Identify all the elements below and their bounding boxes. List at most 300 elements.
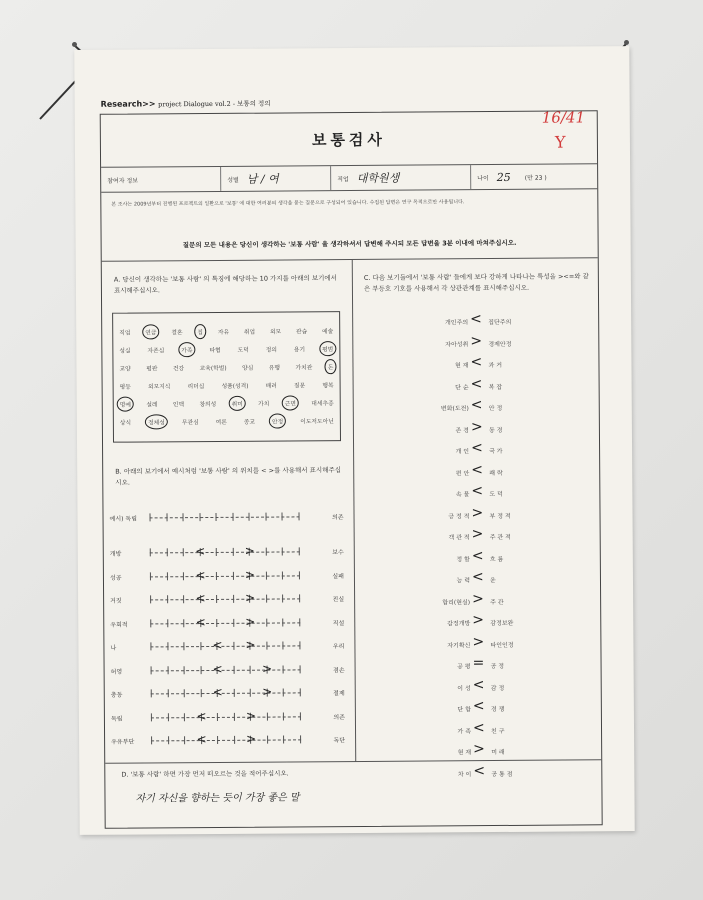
comparison-right: 친 구	[491, 727, 505, 735]
word-option: 리더십	[187, 383, 205, 390]
comparison-row	[402, 312, 562, 333]
scale-line	[150, 551, 300, 553]
scale-tick	[298, 547, 299, 555]
comparison-row	[403, 505, 563, 526]
scale-tick	[298, 512, 299, 520]
comparison-row	[402, 355, 562, 376]
scale-line	[150, 598, 300, 600]
scale-tick	[299, 665, 300, 673]
scale-tick	[184, 713, 185, 721]
scale-tick	[150, 642, 151, 650]
comparison-sign: <	[471, 440, 483, 457]
comparison-left: 정 할	[456, 555, 470, 563]
comparison-sign: <	[470, 397, 483, 414]
scale-left-label: 허영	[110, 668, 123, 676]
scale-right-marker: >	[245, 637, 256, 652]
age-value: 25	[496, 170, 511, 184]
scale-tick	[151, 666, 152, 674]
comparison-left: 단 합	[457, 706, 471, 714]
comparison-right: 복 잡	[488, 383, 503, 391]
rating-scale	[110, 637, 350, 659]
word-option: 근면	[285, 398, 296, 407]
scale-left-label: 독립	[110, 715, 123, 723]
brand-label: Research>>	[100, 99, 156, 109]
scale-tick	[267, 736, 268, 744]
scale-left-label: 나	[110, 644, 117, 652]
scale-left-label: 우회적	[110, 621, 128, 629]
scale-tick	[166, 572, 167, 580]
word-option: 집	[197, 327, 203, 336]
scale-tick	[183, 595, 184, 603]
header-line	[101, 99, 271, 109]
score-letter: Y	[554, 132, 566, 152]
word-row	[120, 393, 334, 412]
comparison-sign: <	[471, 483, 484, 500]
scale-tick	[183, 642, 184, 650]
word-option: 평등	[119, 384, 131, 391]
scale-tick	[151, 689, 152, 697]
comparison-left: 감정개방	[447, 620, 471, 628]
scale-left-marker: <	[195, 614, 206, 629]
comparison-right: 타인인정	[490, 641, 514, 649]
comparison-row	[405, 677, 565, 698]
word-option: 상식	[119, 420, 132, 427]
section-d-question: D. '보통 사람' 하면 가장 먼저 떠오르는 것을 적어주십시오.	[121, 769, 289, 779]
comparison-row	[403, 484, 563, 505]
comparison-sign: <	[470, 354, 483, 371]
rating-scale	[110, 567, 350, 589]
scale-right-marker: >	[245, 614, 256, 629]
comparison-left: 현 재	[454, 362, 469, 370]
scale-tick	[200, 642, 201, 650]
divider-top	[102, 257, 598, 261]
word-row	[119, 339, 333, 358]
scale-right-label: 의존	[333, 713, 345, 721]
comparison-left: 객 관 적	[448, 534, 470, 542]
example-left-label: 예시) 독립	[109, 515, 138, 523]
scale-tick	[167, 713, 168, 721]
comparison-sign: >	[472, 633, 485, 650]
comparison-sign: >	[470, 332, 483, 349]
rating-scale	[110, 590, 350, 612]
word-option: 가치	[258, 401, 270, 408]
scale-left-marker: <	[212, 684, 223, 699]
scale-tick	[200, 689, 201, 697]
scale-tick	[283, 735, 284, 743]
word-option: 직업	[119, 330, 131, 337]
scale-left-label: 우유부단	[111, 738, 135, 746]
scale-right-marker: >	[246, 731, 257, 746]
word-option: 용기	[293, 346, 306, 353]
word-option: 명예	[120, 399, 131, 408]
scale-tick	[282, 513, 283, 521]
word-option: 설레	[146, 401, 158, 408]
comparison-row	[404, 570, 564, 591]
comparison-sign: <	[472, 698, 485, 715]
scale-right-label: 진실	[332, 596, 345, 604]
scale-tick	[217, 712, 218, 720]
scale-tick	[283, 689, 284, 697]
scale-left-label: 성공	[109, 574, 122, 582]
comparison-left: 개인주의	[444, 319, 469, 327]
word-option: 외모지식	[147, 383, 171, 390]
scale-line	[151, 716, 301, 718]
scale-tick	[183, 619, 184, 627]
comparison-right: 경 쟁	[490, 705, 505, 714]
scale-tick	[265, 548, 266, 556]
comparison-row	[402, 333, 562, 354]
scale-left-marker: <	[195, 591, 206, 606]
comparison-row	[405, 763, 565, 784]
word-option: 행복	[322, 382, 334, 389]
comparison-row	[405, 699, 565, 720]
word-option: 여론	[215, 419, 227, 426]
word-option: 정체성	[148, 417, 165, 426]
scale-left-marker: <	[196, 708, 207, 723]
scale-right-marker: >	[262, 661, 273, 676]
scale-tick	[166, 548, 167, 556]
word-option: 건강	[172, 365, 185, 372]
scale-right-label: 실패	[332, 572, 344, 580]
scale-left-label: 거짓	[110, 597, 122, 605]
info-label: 참여자 정보	[101, 167, 221, 192]
scale-tick	[150, 619, 151, 627]
word-option: 자유	[217, 329, 230, 336]
comparison-sign: >	[473, 741, 485, 758]
comparison-row	[404, 634, 564, 655]
comparison-right: 집단주의	[488, 318, 512, 327]
comparison-right: 운	[489, 577, 496, 585]
scale-tick	[233, 665, 234, 673]
comparison-row	[404, 548, 564, 569]
scale-tick	[299, 594, 300, 602]
scale-tick	[183, 548, 184, 556]
comparison-left: 긍 정 적	[448, 512, 470, 520]
word-option: 예술	[322, 328, 334, 335]
word-option: 인맥	[172, 401, 185, 408]
word-option: 결혼	[171, 329, 183, 336]
scale-right-marker: >	[244, 567, 256, 582]
comparison-right: 국 가	[489, 447, 503, 456]
scale-tick	[266, 618, 267, 626]
scale-tick	[167, 666, 168, 674]
scale-tick	[151, 713, 152, 721]
comparison-sign: >	[470, 418, 483, 435]
comparison-sign: =	[472, 655, 485, 672]
word-option: 유행	[268, 365, 281, 372]
scale-right-label: 우리	[332, 643, 345, 651]
scale-tick	[184, 666, 185, 674]
word-option: 배려	[265, 383, 277, 390]
comparison-row	[403, 398, 563, 419]
rating-scale	[110, 614, 350, 636]
comparison-right: 안 정	[488, 404, 503, 413]
scale-tick	[282, 618, 283, 626]
scale-right-marker: >	[262, 684, 273, 699]
scale-tick	[299, 618, 300, 626]
comparison-left: 합리(현실)	[442, 598, 471, 606]
comparison-right: 과 거	[488, 361, 503, 370]
comparison-right: 감정보완	[490, 619, 514, 628]
comparison-sign: >	[472, 590, 484, 607]
scale-right-label: 보수	[332, 549, 344, 557]
word-row	[119, 321, 333, 340]
pin-right	[624, 40, 629, 45]
word-row	[120, 375, 334, 394]
comparison-sign: <	[470, 311, 482, 328]
scale-tick	[299, 712, 300, 720]
scale-tick	[216, 595, 217, 603]
comparison-left: 속 물	[455, 491, 470, 499]
comparison-left: 가 족	[457, 727, 472, 735]
scale-left-marker: <	[196, 732, 207, 747]
comparison-left: 능 력	[456, 577, 471, 585]
comparison-sign: <	[471, 461, 483, 478]
score-mark: 16/41	[541, 108, 586, 127]
comparison-right: 공 통 점	[491, 770, 513, 778]
word-row	[120, 411, 334, 430]
word-option: 성실	[119, 348, 131, 355]
intro-text: 본 조사는 2009년부터 진행된 프로젝트의 일환으로 '보통' 에 대한 여러분의 생각을 묻는 질문으로 구성되어 있습니다. 수집된 답변은 연구 목적으로만 사용됩니다.	[111, 199, 465, 208]
scale-tick	[233, 642, 234, 650]
job-value: 대학원생	[356, 171, 400, 185]
scale-tick	[183, 513, 184, 521]
comparison-sign: <	[473, 762, 486, 779]
page-title: 보통검사	[101, 111, 597, 167]
word-option: 종교	[243, 419, 256, 426]
scale-tick	[250, 689, 251, 697]
word-option: 무관심	[181, 419, 199, 426]
comparison-row	[403, 419, 563, 440]
scale-tick	[266, 642, 267, 650]
word-option: 도덕	[237, 347, 249, 354]
comparison-row	[403, 462, 563, 483]
scale-tick	[150, 513, 151, 521]
scale-tick	[266, 595, 267, 603]
age-cell	[471, 164, 597, 189]
comparison-right: 흐 름	[489, 555, 504, 563]
scale-tick	[216, 618, 217, 626]
comparison-right: 미 래	[491, 748, 505, 757]
comparison-left: 개 인	[455, 448, 470, 456]
comparison-left: 편 안	[455, 469, 470, 477]
survey-sheet	[74, 46, 634, 835]
rating-scale	[111, 708, 351, 730]
scale-left-marker: <	[195, 567, 206, 582]
scale-line	[151, 692, 301, 694]
comparison-left: 변화(도전)	[440, 405, 469, 413]
comparison-row	[405, 742, 565, 763]
comparison-row	[403, 376, 563, 397]
scale-tick	[283, 665, 284, 673]
word-option: 가족	[181, 345, 192, 354]
scale-right-label: 겸손	[332, 666, 345, 674]
word-option: 대세추종	[311, 400, 334, 407]
divider-column	[352, 260, 357, 762]
scale-right-label: 절제	[333, 690, 345, 698]
scale-tick	[282, 595, 283, 603]
scale-line	[150, 622, 300, 624]
scale-tick	[250, 665, 251, 673]
participant-info	[101, 164, 597, 192]
comparison-sign: <	[472, 676, 485, 693]
word-option: 평판	[146, 365, 158, 372]
scale-tick	[265, 513, 266, 521]
scale-tick	[216, 548, 217, 556]
scale-tick	[265, 571, 266, 579]
project-label: project Dialogue vol.2 - 보통의 정의	[158, 99, 271, 109]
comparison-right: 쾌 락	[489, 469, 503, 477]
scale-tick	[283, 712, 284, 720]
comparison-sign: >	[471, 526, 484, 543]
scale-tick	[299, 688, 300, 696]
comparison-row	[403, 441, 563, 462]
section-a-word-grid	[112, 311, 341, 443]
comparison-right: 주 관	[490, 598, 504, 606]
comparison-row	[404, 591, 564, 612]
intro-instruction: 질문의 모든 내용은 당신이 생각하는 '보통 사람' 을 생각하셔서 답변해 주시되 모든 답변을 3분 이내에 마쳐주십시오.	[182, 238, 517, 250]
comparison-right: 감 정	[490, 684, 505, 692]
word-option: 외모	[269, 329, 282, 336]
scale-tick	[266, 712, 267, 720]
comparison-left: 현 재	[457, 749, 472, 757]
rating-scale	[111, 731, 351, 753]
scale-tick	[232, 548, 233, 556]
section-c-question: C. 다음 보기들에서 '보통 사람' 들에게 보다 강하게 나타나는 특성을 ><=와 같은 부등호 기호를 사용해서 각 상관관계를 표시해주십시오.	[363, 272, 589, 293]
comparison-left: 단 순	[455, 383, 469, 391]
rating-scale	[110, 543, 350, 565]
rating-scale	[111, 661, 351, 683]
age-label: 나이	[477, 174, 489, 182]
word-option: 평범	[322, 344, 333, 353]
scale-tick	[282, 548, 283, 556]
comparison-left: 공 평	[457, 663, 471, 671]
scale-tick	[168, 736, 169, 744]
comparison-right: 공 정	[490, 662, 505, 671]
scale-tick	[183, 572, 184, 580]
scale-tick	[150, 548, 151, 556]
section-a-question: A. 당신이 생각하는 '보통 사람' 의 특징에 해당하는 10 가지를 아래의 보기에서 표시해주십시오.	[113, 274, 337, 295]
word-option: 취업	[243, 329, 256, 336]
scale-right-label: 독단	[333, 737, 346, 745]
word-option: 관습	[295, 328, 308, 335]
comparison-right: 동 경	[488, 426, 503, 434]
comparison-sign: <	[470, 375, 483, 392]
scale-tick	[300, 735, 301, 743]
scale-line	[151, 739, 301, 741]
scale-line	[150, 575, 300, 577]
scale-tick	[216, 571, 217, 579]
word-option: 자존심	[147, 347, 165, 354]
word-row	[119, 357, 333, 376]
word-option: 돈	[328, 362, 334, 371]
scale-tick	[233, 712, 234, 720]
scale-tick	[217, 736, 218, 744]
scale-tick	[233, 618, 234, 626]
comparison-left: 자기확신	[447, 641, 471, 649]
scale-tick	[199, 513, 200, 521]
scale-tick	[232, 571, 233, 579]
word-option: 창의성	[199, 401, 217, 408]
scale-tick	[151, 736, 152, 744]
comparison-sign: <	[471, 569, 484, 586]
comparison-left: 이 성	[457, 684, 471, 692]
comparison-left: 존 경	[455, 426, 469, 434]
pin-left	[72, 42, 77, 47]
scale-line	[150, 516, 300, 518]
example-right-label: 의존	[331, 514, 344, 522]
gender-cell	[221, 166, 331, 191]
scale-right-marker: >	[245, 590, 256, 605]
scale-tick	[166, 513, 167, 521]
scale-right-marker: >	[244, 543, 255, 558]
word-option: 양심	[242, 365, 254, 372]
scale-left-label: 충동	[110, 691, 123, 699]
scale-left-marker: <	[212, 637, 223, 652]
scale-tick	[298, 571, 299, 579]
scale-tick	[167, 689, 168, 697]
word-option: 연금	[145, 327, 156, 336]
word-option: 정의	[265, 347, 277, 354]
example-scale	[109, 508, 349, 530]
scale-tick	[234, 736, 235, 744]
comparison-row	[404, 613, 564, 634]
scale-tick	[299, 641, 300, 649]
comparison-row	[404, 527, 564, 548]
scale-tick	[167, 595, 168, 603]
scale-left-marker: <	[212, 661, 223, 676]
section-d-answer: 자기 자신을 향하는 듯이 가장 좋은 말	[135, 792, 300, 805]
comparison-sign: <	[472, 719, 485, 736]
word-option: 성품(성격)	[221, 383, 249, 390]
comparison-right: 부 정 적	[489, 512, 511, 520]
scale-tick	[167, 619, 168, 627]
scale-tick	[282, 571, 283, 579]
age-extra: (만 23 )	[524, 174, 547, 182]
scale-tick	[232, 513, 233, 521]
scale-left-marker: <	[195, 544, 206, 559]
rating-scale	[111, 684, 351, 706]
scale-tick	[249, 513, 250, 521]
scale-line	[151, 669, 301, 671]
word-option: 취미	[232, 398, 243, 407]
scale-left-label: 개방	[109, 550, 122, 558]
word-option: 교양	[119, 366, 131, 373]
word-option: 질문	[294, 382, 306, 389]
scale-tick	[184, 736, 185, 744]
scale-tick	[233, 689, 234, 697]
survey-frame	[100, 110, 603, 828]
comparison-row	[405, 656, 565, 677]
comparison-sign: >	[472, 612, 485, 629]
section-b-question: B. 아래의 보기에서 예시처럼 '보통 사람' 의 위치를 < >를 사용해서 표시해주십시오.	[115, 466, 342, 487]
comparison-left: 차 이	[457, 770, 472, 778]
comparison-left: 자아성취	[445, 340, 469, 348]
scale-tick	[233, 595, 234, 603]
job-cell	[331, 165, 471, 190]
job-label: 직업	[337, 175, 349, 183]
comparison-right: 주 관 적	[489, 533, 511, 542]
comparison-right: 경제안정	[488, 340, 512, 348]
scale-tick	[200, 666, 201, 674]
scale-tick	[167, 642, 168, 650]
word-option: 교육(학벌)	[199, 365, 227, 372]
scale-line	[150, 645, 300, 647]
gender-value: 남 / 여	[246, 172, 279, 186]
scale-tick	[216, 513, 217, 521]
word-option: 이도저도아닌	[300, 418, 334, 425]
word-option: 가치관	[295, 364, 313, 371]
